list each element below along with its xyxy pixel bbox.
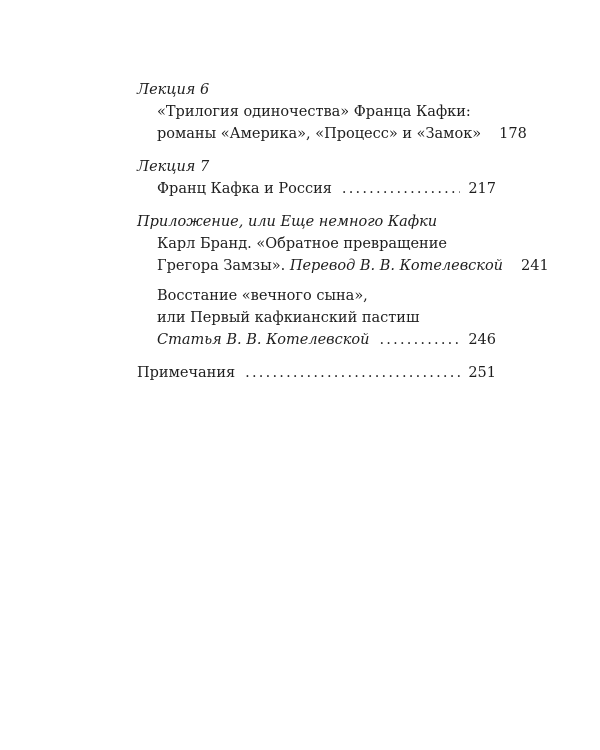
toc-entry <box>137 233 549 277</box>
dot-leader <box>245 362 460 384</box>
page-number: 217 <box>468 181 496 197</box>
dot-leader <box>342 178 460 200</box>
entry-line: Примечания <box>137 365 236 381</box>
section-title: Приложение, или Еще немного Кафки <box>137 214 438 230</box>
toc-section-appendix <box>137 211 549 351</box>
translator-credit: Перевод В. В. Котелевской <box>289 258 504 274</box>
toc-section-lecture-6 <box>137 79 527 145</box>
entry-line: «Трилогия одиночества» Франца Кафки: <box>157 104 471 120</box>
page-number: 241 <box>521 258 549 274</box>
entry-line: Карл Бранд. «Обратное превращение <box>157 236 447 252</box>
section-title: Лекция 6 <box>137 82 210 98</box>
entry-line: Франц Кафка и Россия <box>157 181 332 197</box>
entry-last-line <box>157 178 496 200</box>
toc-entry <box>137 101 527 145</box>
dot-leader <box>379 329 460 351</box>
toc-section-notes <box>137 362 496 384</box>
entry-line: или Первый кафкианский пастиш <box>157 310 420 326</box>
article-credit: Статья В. В. Котелевской <box>157 332 370 348</box>
entry-last-line <box>157 329 496 351</box>
toc-entry <box>137 178 496 200</box>
section-title: Лекция 7 <box>137 159 210 175</box>
table-of-contents <box>137 79 549 395</box>
page-number: 246 <box>468 332 496 348</box>
toc-entry <box>137 285 496 351</box>
entry-last-line <box>157 123 527 145</box>
entry-line: Восстание «вечного сына», <box>157 288 368 304</box>
page-number: 178 <box>499 126 527 142</box>
entry-last-line <box>137 362 496 384</box>
entry-line: романы «Америка», «Процесс» и «Замок» <box>157 126 482 142</box>
entry-line-plain: Грегора Замзы». <box>157 258 286 274</box>
toc-section-lecture-7 <box>137 156 496 200</box>
entry-last-line <box>157 255 549 277</box>
page-number: 251 <box>468 365 496 381</box>
entry-line-text <box>157 255 503 277</box>
